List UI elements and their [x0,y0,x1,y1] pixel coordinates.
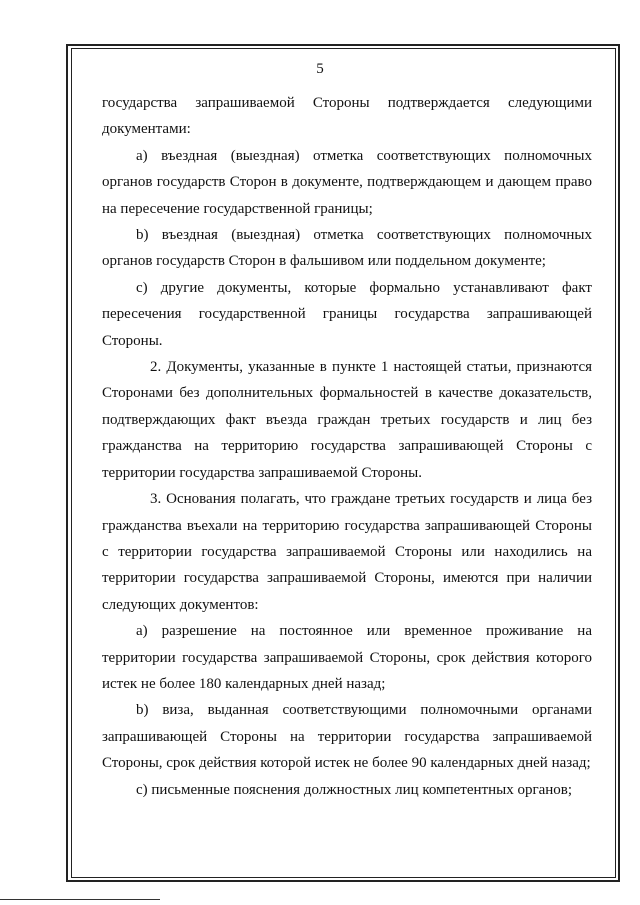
paragraph-item-b: b) въездная (выездная) отметка соответствующих полномочных органов государств Сторон в фальшивом или поддельном документе; [102,227,592,270]
paragraph-point-2: 2. Документы, указанные в пункте 1 настоящей статьи, признаются Сторонами без дополнительных формальностей в качестве доказательств, подтверждающих факт въезда граждан третьих государств и лиц без гражданства на территорию государства запрашивающей Стороны с территории государства запрашиваемой Стороны. [102,359,592,481]
document-body [102,90,592,803]
paragraph-continuation: государства запрашиваемой Стороны подтверждается следующими документами: [102,95,592,138]
paragraph-point-3: 3. Основания полагать, что граждане третьих государств и лица без гражданства въехали на территорию государства запрашивающей Стороны с территории государства запрашиваемой Стороны или находились на территории государства запрашиваемой Стороны, имеются при наличии следующих документов: [102,491,592,613]
paragraph-item-c: с) письменные пояснения должностных лиц компетентных органов; [136,781,573,798]
paragraph-item-a: а) разрешение на постоянное или временное проживание на территории государства запрашиваемой Стороны, срок действия которого истек не более 180 календарных дней назад; [102,623,592,692]
paragraph-item-b: b) виза, выданная соответствующими полномочными органами запрашивающей Стороны на территории государства запрашиваемой Стороны, срок действия которой истек не более 90 календарных дней назад; [102,702,592,772]
paragraph-item-c: с) другие документы, которые формально устанавливают факт пересечения государственной границы государства запрашивающей Стороны. [102,279,592,349]
footnote-divider [0,899,160,900]
page-number: 5 [316,61,324,77]
paragraph-item-a: а) въездная (выездная) отметка соответствующих полномочных органов государств Сторон в документе, подтверждающем и дающем право на пересечение государственной границы; [102,147,592,217]
